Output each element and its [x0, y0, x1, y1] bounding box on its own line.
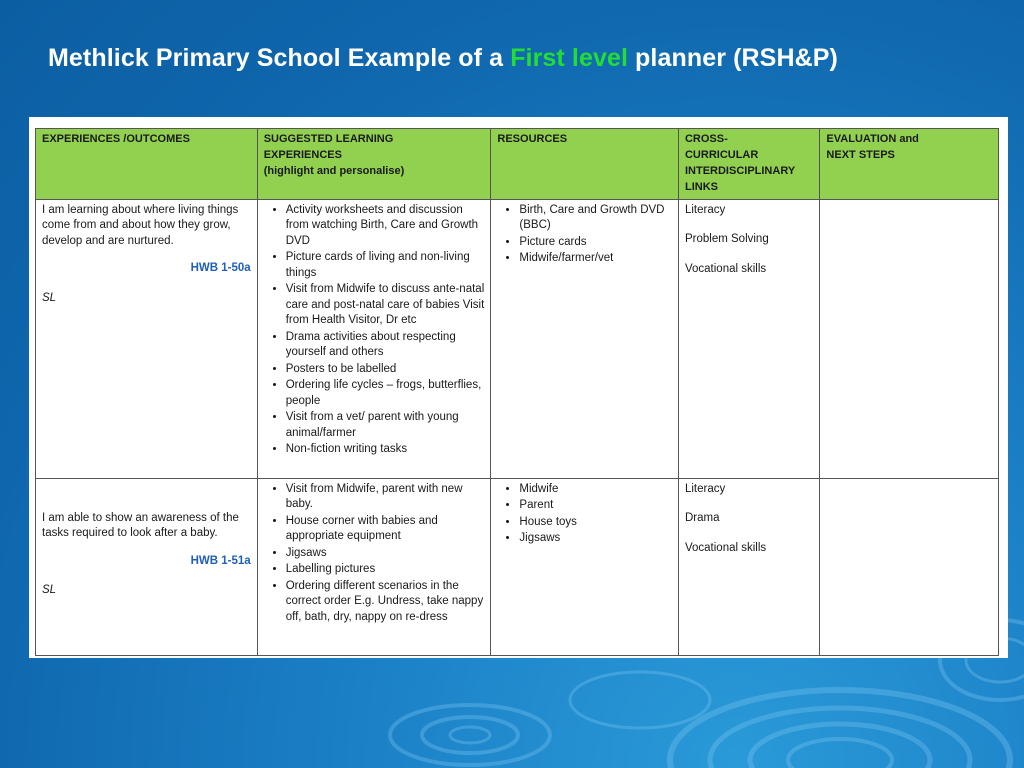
outcome-text: I am able to show an awareness of the tasks required to look after a baby.	[42, 511, 239, 540]
list-item: • Posters to be labelled	[286, 362, 485, 378]
list-item: • Drama activities about respecting yourself and others	[286, 330, 485, 361]
header-suggested-learning: SUGGESTED LEARNING EXPERIENCES (highlight and personalise)	[257, 129, 491, 200]
header-experiences-outcomes: EXPERIENCES /OUTCOMES	[36, 129, 258, 200]
list-item: • Midwife/farmer/vet	[519, 251, 672, 267]
outcome-cell	[36, 199, 258, 478]
list-item: • Midwife	[519, 482, 672, 498]
list-item: • Non-fiction writing tasks	[286, 442, 485, 458]
experiences-cell	[257, 478, 491, 655]
list-item: • Activity worksheets and discussion from watching Birth, Care and Growth DVD	[286, 203, 485, 250]
resources-cell	[491, 478, 679, 655]
list-item: • Ordering different scenarios in the correct order E.g. Undress, take nappy off, bath, dry, nappy on re-dress	[286, 579, 485, 626]
title-highlight: First level	[510, 44, 629, 72]
experiences-cell	[257, 199, 491, 478]
links-cell	[678, 199, 819, 478]
link-item: Vocational skills	[684, 262, 767, 275]
list-item: • Visit from Midwife, parent with new baby.	[286, 482, 485, 513]
slide-title	[48, 44, 838, 73]
header-evaluation: EVALUATION and NEXT STEPS	[820, 129, 999, 200]
list-item: • House corner with babies and appropriate equipment	[286, 514, 485, 545]
link-item: Literacy	[684, 482, 726, 495]
list-item: • Labelling pictures	[286, 562, 485, 578]
link-item: Drama	[684, 512, 720, 525]
outcome-cell	[36, 478, 258, 655]
sl-label: SL	[42, 584, 57, 597]
evaluation-cell	[820, 478, 999, 655]
list-item: • Visit from a vet/ parent with young animal/farmer	[286, 410, 485, 441]
link-item: Problem Solving	[684, 233, 769, 246]
evaluation-cell	[820, 199, 999, 478]
sl-label: SL	[42, 291, 57, 304]
outcome-code: HWB 1-51a	[190, 554, 251, 567]
list-item: • Birth, Care and Growth DVD (BBC)	[519, 203, 672, 234]
planner-table	[35, 128, 999, 656]
list-item: • Parent	[519, 498, 672, 514]
list-item: • Visit from Midwife to discuss ante-natal care and post-natal care of babies Visit from Health Visitor, Dr etc	[286, 282, 485, 329]
outcome-text: I am learning about where living things come from and about how they grow, develop and are nurtured.	[42, 203, 239, 247]
list-item: • Jigsaws	[286, 546, 485, 562]
title-text: Methlick Primary School Example of a	[48, 44, 511, 72]
header-cross-curricular: CROSS- CURRICULAR INTERDISCIPLINARY LINKS	[678, 129, 819, 200]
resources-cell	[491, 199, 679, 478]
planner-sheet	[29, 117, 1008, 658]
list-item: • House toys	[519, 515, 672, 531]
header-resources: RESOURCES	[491, 129, 679, 200]
outcome-code: HWB 1-50a	[190, 262, 251, 275]
list-item: • Jigsaws	[519, 531, 672, 547]
table-row	[36, 199, 999, 478]
list-item: • Picture cards	[519, 235, 672, 251]
header-row	[36, 129, 999, 200]
table-row	[36, 478, 999, 655]
list-item: • Ordering life cycles – frogs, butterflies, people	[286, 378, 485, 409]
title-text-end: planner (RSH&P)	[628, 44, 838, 72]
list-item: • Picture cards of living and non-living things	[286, 250, 485, 281]
links-cell	[678, 478, 819, 655]
link-item: Literacy	[684, 203, 726, 216]
link-item: Vocational skills	[684, 541, 767, 554]
